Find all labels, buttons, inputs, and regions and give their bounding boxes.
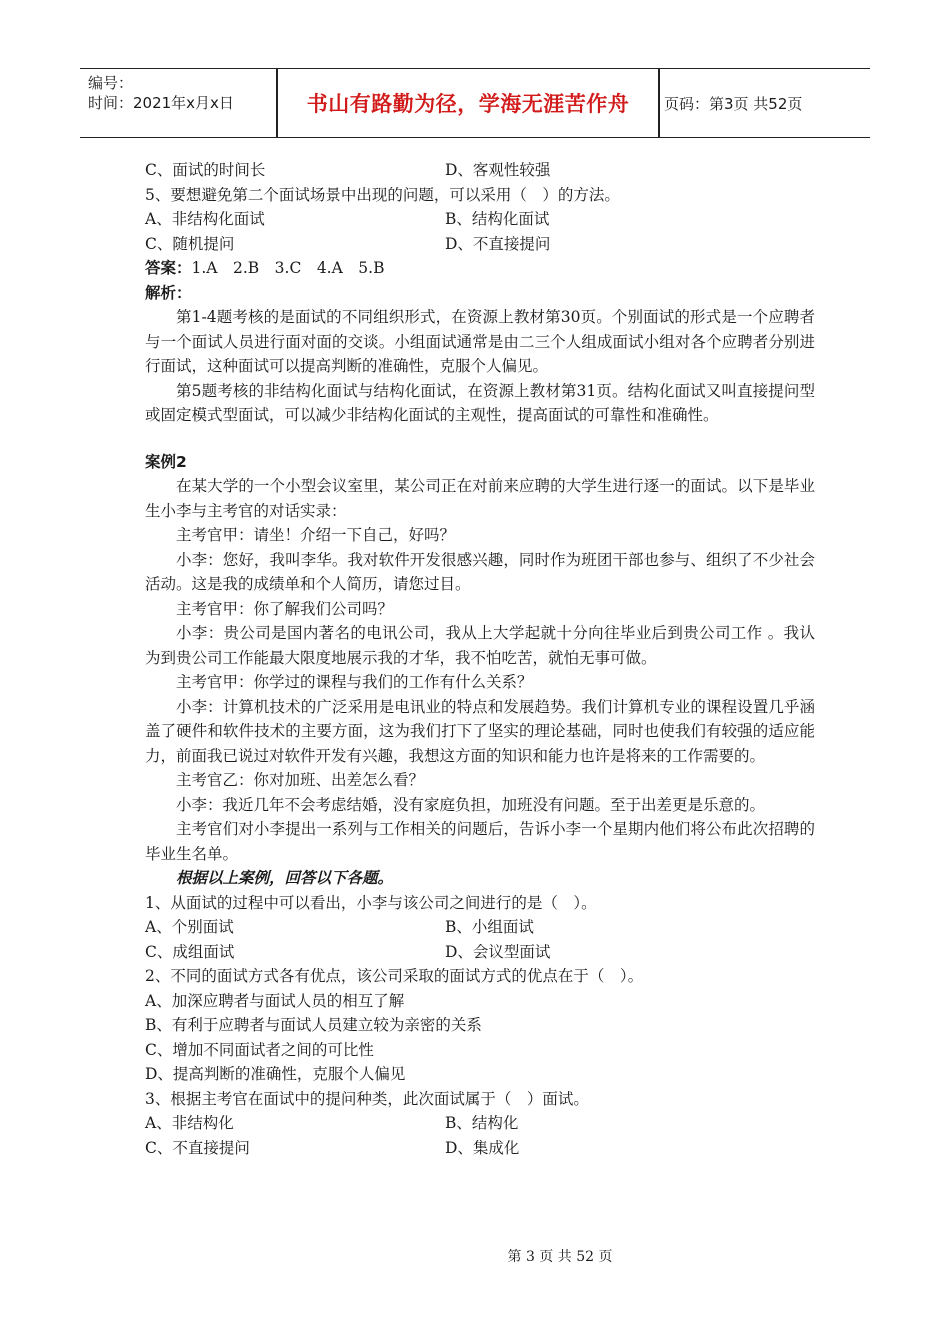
- header-divider: [276, 69, 278, 137]
- dialogue-line: 小李：计算机技术的广泛采用是电讯业的特点和发展趋势。我们计算机专业的课程设置几乎涵盖了硬件和软件技术的主要方面，这为我们打下了坚实的理论基础，同时也使我们有较强的适应能力，前面我已说过对软件开发有兴趣，我想这方面的知识和能力也许是将来的工作需要的。: [145, 697, 815, 765]
- case-instruction: 根据以上案例，回答以下各题。: [176, 869, 394, 887]
- dialogue-line: 小李：我近几年不会考虑结婚，没有家庭负担，加班没有问题。至于出差更是乐意的。: [176, 795, 766, 814]
- option: C、不直接提问: [145, 1138, 250, 1157]
- analysis-paragraph: 第1-4题考核的是面试的不同组织形式，在资源上教材第30页。个别面试的形式是一个应聘者与一个面试人员进行面对面的交谈。小组面试通常是由二三个人组成面试小组对各个应聘者分别进行面试，这种面试可以提高判断的准确性，克服个人偏见。: [145, 308, 815, 375]
- dialogue-line: 主考官甲：你了解我们公司吗？: [176, 599, 394, 618]
- analysis-label: 解析：: [145, 283, 192, 302]
- option-row: [145, 232, 815, 257]
- case-title: 案例2: [145, 452, 187, 471]
- answer-text: 1.A 2.B 3.C 4.A 5.B: [191, 259, 385, 277]
- option: A、非结构化面试: [145, 210, 265, 228]
- document-body: [145, 158, 815, 1160]
- dialogue-line: 主考官乙：你对加班、出差怎么看？: [176, 771, 425, 789]
- header-motto: 书山有路勤为径，学海无涯苦作舟: [306, 92, 630, 116]
- header-divider: [658, 69, 660, 137]
- case-paragraph: 在某大学的一个小型会议室里，某公司正在对前来应聘的大学生进行逐一的面试。以下是毕业生小李与主考官的对话实录：: [145, 477, 815, 520]
- answer-label: 答案：: [145, 259, 192, 277]
- header-meta: [88, 73, 270, 113]
- page-header: [80, 68, 870, 138]
- page-footer: 第 3 页 共 52 页: [507, 1249, 613, 1265]
- option: A、加深应聘者与面试人员的相互了解: [145, 991, 405, 1010]
- dialogue-line: 小李：贵公司是国内著名的电讯公司，我从上大学起就十分向往毕业后到贵公司工作 。我认为到贵公司工作能最大限度地展示我的才华，我不怕吃苦，就怕无事可做。: [145, 624, 815, 667]
- dialogue-line: 主考官甲：请坐！介绍一下自己，好吗？: [176, 526, 456, 544]
- option: D、集成化: [445, 1138, 520, 1157]
- answer-line: [145, 256, 815, 281]
- option: C、成组面试: [145, 942, 235, 961]
- option: C、面试的时间长: [145, 161, 266, 179]
- dialogue-line: 主考官甲：你学过的课程与我们的工作有什么关系？: [176, 673, 533, 691]
- option: B、结构化面试: [445, 210, 550, 228]
- dialogue-line: 小李：您好，我叫李华。我对软件开发很感兴趣，同时作为班团干部也参与、组织了不少社会活动。这是我的成绩单和个人简历，请您过目。: [145, 550, 815, 593]
- spacer: [145, 428, 815, 450]
- option: A、个别面试: [145, 918, 234, 936]
- option: C、随机提问: [145, 234, 235, 253]
- option: B、小组面试: [445, 918, 534, 936]
- option-row: [145, 915, 815, 940]
- question: 2、不同的面试方式各有优点，该公司采取的面试方式的优点在于（ ）。: [145, 967, 644, 985]
- option: B、有利于应聘者与面试人员建立较为亲密的关系: [145, 1016, 482, 1034]
- header-page-info: 页码：第3页 共52页: [664, 94, 803, 113]
- option: D、不直接提问: [445, 234, 551, 253]
- option-row: [145, 1136, 815, 1161]
- option-row: [145, 207, 815, 232]
- case-paragraph: 主考官们对小李提出一系列与工作相关的问题后，告诉小李一个星期内他们将公布此次招聘的毕业生名单。: [145, 820, 815, 863]
- question: 5、要想避免第二个面试场景中出现的问题，可以采用（ ）的方法。: [145, 185, 620, 204]
- header-date: 时间：2021年x月x日: [88, 94, 234, 112]
- question: 1、从面试的过程中可以看出，小李与该公司之间进行的是（ ）。: [145, 893, 597, 912]
- option: D、提高判断的准确性，克服个人偏见: [145, 1065, 406, 1083]
- option-row: [145, 1111, 815, 1136]
- option: D、客观性较强: [445, 161, 551, 179]
- option-row: [145, 940, 815, 965]
- question: 3、根据主考官在面试中的提问种类，此次面试属于（ ）面试。: [145, 1089, 589, 1108]
- option: C、增加不同面试者之间的可比性: [145, 1040, 374, 1059]
- option: D、会议型面试: [445, 942, 551, 961]
- option-row: [145, 158, 815, 183]
- option: A、非结构化: [145, 1114, 234, 1132]
- header-number-label: 编号：: [88, 74, 134, 92]
- analysis-paragraph: 第5题考核的非结构化面试与结构化面试，在资源上教材第31页。结构化面试又叫直接提问型或固定模式型面试，可以减少非结构化面试的主观性，提高面试的可靠性和准确性。: [145, 381, 815, 424]
- option: B、结构化: [445, 1114, 519, 1132]
